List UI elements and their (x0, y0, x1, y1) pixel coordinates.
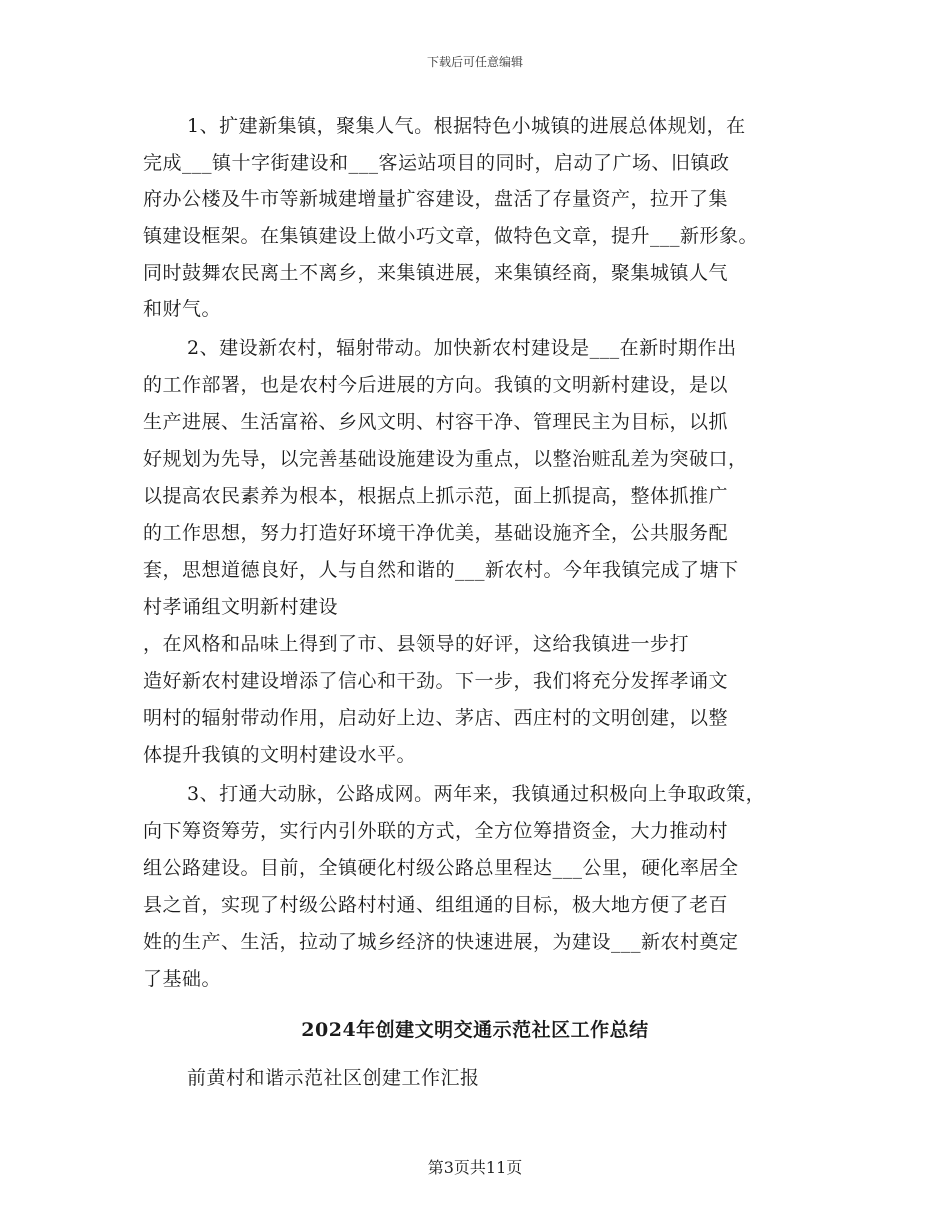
paragraph-line: 1、扩建新集镇，聚集人气。根据特色小城镇的进展总体规划，在 (187, 115, 746, 137)
paragraph-line: 套，思想道德良好，人与自然和谐的___新农村。今年我镇完成了塘下 (143, 559, 739, 581)
paragraph-line: 和财气。 (143, 298, 222, 320)
paragraph-line: 向下筹资筹劳，实行内引外联的方式，全方位筹措资金，大力推动村 (143, 820, 729, 842)
paragraph-line: 2、建设新农村，辐射带动。加快新农村建设是___在新时期作出 (187, 337, 737, 359)
paragraph-line: 造好新农村建设增添了信心和干劲。下一步，我们将充分发挥孝诵文 (143, 670, 729, 692)
paragraph-line: 县之首，实现了村级公路村村通、组组通的目标，极大地方便了老百 (143, 894, 729, 916)
paragraph-line: 3、打通大动脉，公路成网。两年来，我镇通过积极向上争取政策， (187, 783, 766, 805)
paragraph-line: ，在风格和品味上得到了市、县领导的好评，这给我镇进一步打 (143, 633, 690, 655)
paragraph-line: 的工作部署，也是农村今后进展的方向。我镇的文明新村建设，是以 (143, 374, 729, 396)
paragraph-line: 姓的生产、生活，拉动了城乡经济的快速进展，为建设___新农村奠定 (143, 931, 739, 953)
paragraph-line: 的工作思想，努力打造好环境干净优美，基础设施齐全，公共服务配 (143, 522, 729, 544)
page-header: 下载后可任意编辑 (426, 55, 523, 69)
paragraph-line: 完成___镇十字街建设和___客运站项目的同时，启动了广场、旧镇政 (143, 152, 730, 174)
paragraph-line: 以提高农民素养为根本，根据点上抓示范，面上抓提高，整体抓推广 (143, 485, 729, 507)
paragraph-line: 明村的辐射带动作用，启动好上边、茅店、西庄村的文明创建，以整 (143, 707, 729, 729)
paragraph-line: 了基础。 (143, 968, 222, 990)
section-title: 2024年创建文明交通示范社区工作总结 (301, 1019, 649, 1041)
paragraph-line: 组公路建设。目前，全镇硬化村级公路总里程达___公里，硬化率居全 (143, 857, 739, 879)
paragraph-line: 同时鼓舞农民离土不离乡，来集镇进展，来集镇经商，聚集城镇人气 (143, 262, 729, 284)
paragraph-line: 生产进展、生活富裕、乡风文明、村容干净、管理民主为目标，以抓 (143, 411, 729, 433)
paragraph-line: 体提升我镇的文明村建设水平。 (143, 744, 417, 766)
paragraph-line: 村孝诵组文明新村建设 (143, 596, 339, 618)
paragraph-line: 好规划为先导，以完善基础设施建设为重点，以整治赃乱差为突破口， (143, 448, 748, 470)
paragraph-line: 府办公楼及牛市等新城建增量扩容建设，盘活了存量资产，拉开了集 (143, 188, 729, 210)
subtitle-line: 前黄村和谐示范社区创建工作汇报 (187, 1067, 480, 1089)
page-footer: 第3页共11页 (427, 1158, 523, 1177)
paragraph-line: 镇建设框架。在集镇建设上做小巧文章，做特色文章，提升___新形象。 (143, 225, 759, 247)
